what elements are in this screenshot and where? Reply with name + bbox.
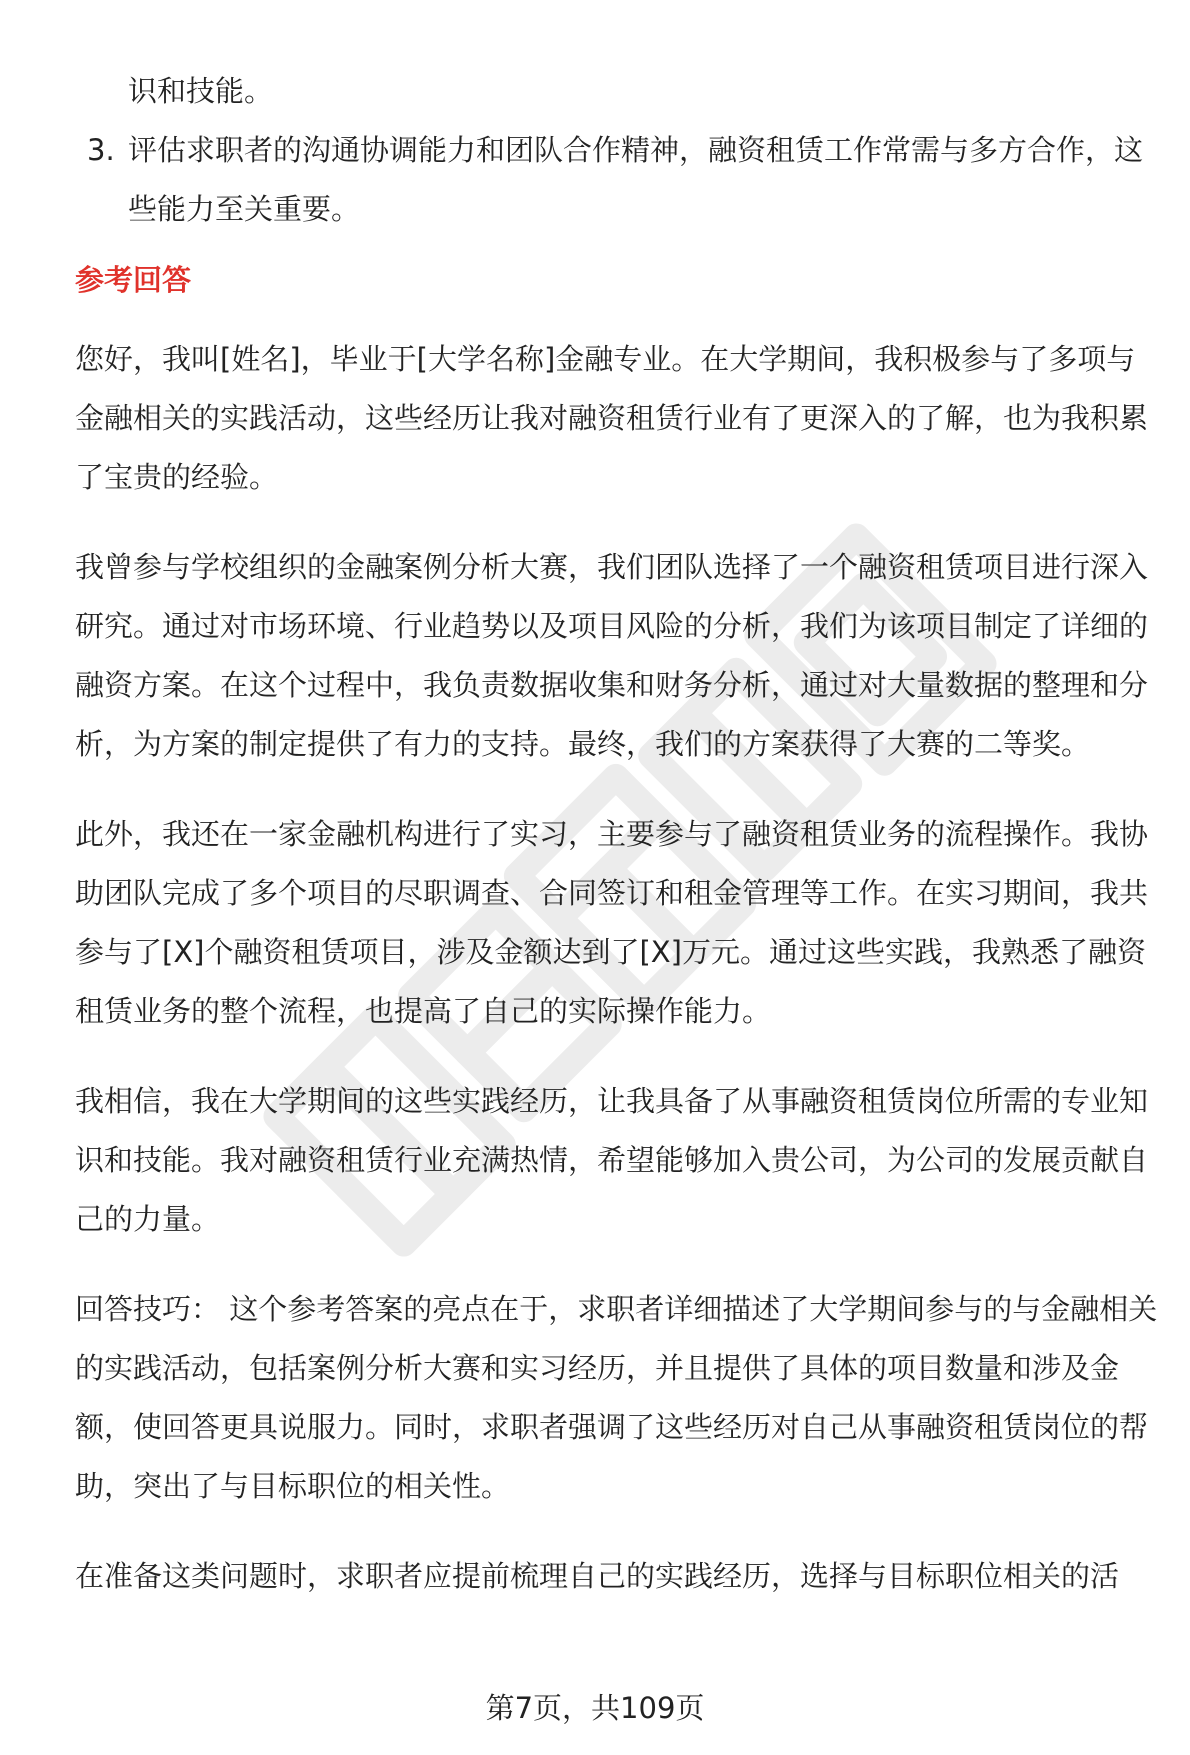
- paragraph-intro: 您好，我叫[姓名]，毕业于[大学名称]金融专业。在大学期间，我积极参与了多项与金融相关的实践活动，这些经历让我对融资租赁行业有了更深入的了解，也为我积累了宝贵的经验。: [75, 342, 1149, 494]
- list-item: [75, 121, 1160, 239]
- list-item-text: 评估求职者的沟通协调能力和团队合作精神，融资租赁工作常需与多方合作，这些能力至关重要。: [128, 133, 1144, 226]
- paragraph-competition: 我曾参与学校组织的金融案例分析大赛，我们团队选择了一个融资租赁项目进行深入研究。通过对市场环境、行业趋势以及项目风险的分析，我们为该项目制定了详细的融资方案。在这个过程中，我负责数据收集和财务分析，通过对大量数据的整理和分析，为方案的制定提供了有力的支持。最终，我们的方案获得了大赛的二等奖。: [75, 550, 1149, 761]
- paragraph-tips: 回答技巧： 这个参考答案的亮点在于，求职者详细描述了大学期间参与的与金融相关的实践活动，包括案例分析大赛和实习经历，并且提供了具体的项目数量和涉及金额，使回答更具说服力。同时，求职者强调了这些经历对自己从事融资租赁岗位的帮助，突出了与目标职位的相关性。: [75, 1292, 1158, 1503]
- section-heading: 参考回答: [75, 263, 192, 297]
- document-body: [75, 62, 1160, 1637]
- paragraph-preparation: 在准备这类问题时，求职者应提前梳理自己的实践经历，选择与目标职位相关的活: [75, 1559, 1120, 1593]
- paragraph-internship: 此外，我还在一家金融机构进行了实习，主要参与了融资租赁业务的流程操作。我协助团队完成了多个项目的尽职调查、合同签订和租金管理等工作。在实习期间，我共参与了[X]个融资租赁项目，涉及金额达到了[X]万元。通过这些实践，我熟悉了融资租赁业务的整个流程，也提高了自己的实际操作能力。: [75, 817, 1149, 1028]
- list-item-number: 3.: [87, 133, 115, 167]
- page-number: 第7页，共109页: [0, 1688, 1190, 1728]
- paragraph-conclusion: 我相信，我在大学期间的这些实践经历，让我具备了从事融资租赁岗位所需的专业知识和技能。我对融资租赁行业充满热情，希望能够加入贵公司，为公司的发展贡献自己的力量。: [75, 1084, 1149, 1236]
- list-continuation: 识和技能。: [128, 74, 274, 108]
